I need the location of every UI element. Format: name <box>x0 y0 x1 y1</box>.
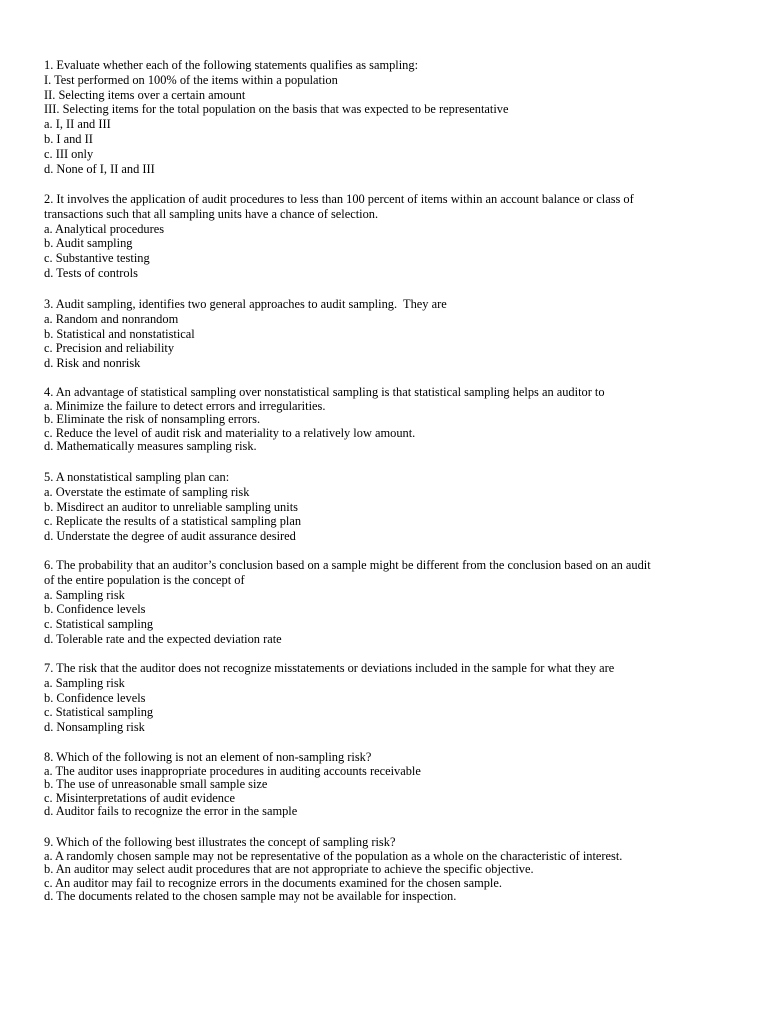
question-stem: 2. It involves the application of audit procedures to less than 100 percent of items within an account balance or class of <box>44 192 634 206</box>
option-b: b. The use of unreasonable small sample size <box>44 777 268 792</box>
option-c: c. Misinterpretations of audit evidence <box>44 790 235 805</box>
option-a: a. Overstate the estimate of sampling risk <box>44 484 250 499</box>
option-d: d. None of I, II and III <box>44 161 155 176</box>
option-b: b. An auditor may select audit procedures that are not appropriate to achieve the specific objective. <box>44 862 534 877</box>
option-b: b. Confidence levels <box>44 690 146 705</box>
option-a: a. I, II and III <box>44 117 111 132</box>
option-d: d. Risk and nonrisk <box>44 356 141 371</box>
option-b: b. I and II <box>44 131 93 146</box>
question-stem: 9. Which of the following best illustrates the concept of sampling risk? <box>44 835 396 849</box>
question-2 <box>44 192 724 281</box>
option-b: b. Eliminate the risk of nonsampling errors. <box>44 412 261 427</box>
option-c: c. Reduce the level of audit risk and materiality to a relatively low amount. <box>44 425 416 440</box>
question-stem: 3. Audit sampling, identifies two general approaches to audit sampling. They are <box>44 297 447 311</box>
option-c: c. III only <box>44 146 94 161</box>
question-5 <box>44 470 724 544</box>
question-stem-continued: transactions such that all sampling units have a chance of selection. <box>44 206 379 221</box>
option-c: c. Statistical sampling <box>44 705 154 720</box>
question-9 <box>44 836 724 904</box>
option-a: a. A randomly chosen sample may not be representative of the population as a whole on the characteristic of interest. <box>44 848 623 863</box>
option-d: d. The documents related to the chosen sample may not be available for inspection. <box>44 889 457 904</box>
option-b: b. Misdirect an auditor to unreliable sampling units <box>44 499 298 514</box>
option-b: b. Audit sampling <box>44 236 133 251</box>
question-1 <box>44 58 724 176</box>
statement-2: II. Selecting items over a certain amount <box>44 87 246 102</box>
option-d: d. Auditor fails to recognize the error in the sample <box>44 804 298 819</box>
question-stem: 1. Evaluate whether each of the following statements qualifies as sampling: <box>44 58 419 72</box>
question-8 <box>44 751 724 819</box>
option-b: b. Statistical and nonstatistical <box>44 326 195 341</box>
statement-3: III. Selecting items for the total population on the basis that was expected to be representative <box>44 102 509 117</box>
option-a: a. Sampling risk <box>44 675 125 690</box>
option-d: d. Nonsampling risk <box>44 720 145 735</box>
statement-1: I. Test performed on 100% of the items within a population <box>44 72 338 87</box>
option-c: c. Replicate the results of a statistical sampling plan <box>44 514 302 529</box>
option-c: c. Substantive testing <box>44 251 150 266</box>
question-stem: 7. The risk that the auditor does not recognize misstatements or deviations included in the sample for what they are <box>44 661 615 675</box>
option-b: b. Confidence levels <box>44 602 146 617</box>
option-d: d. Understate the degree of audit assurance desired <box>44 529 296 544</box>
option-a: a. Random and nonrandom <box>44 311 179 326</box>
question-stem: 8. Which of the following is not an element of non-sampling risk? <box>44 750 372 764</box>
question-3 <box>44 297 724 371</box>
option-c: c. An auditor may fail to recognize errors in the documents examined for the chosen sample. <box>44 875 502 890</box>
option-d: d. Tests of controls <box>44 265 138 280</box>
option-c: c. Precision and reliability <box>44 341 175 356</box>
option-a: a. Minimize the failure to detect errors and irregularities. <box>44 398 326 413</box>
question-6 <box>44 558 724 647</box>
question-stem: 4. An advantage of statistical sampling over nonstatistical sampling is that statistical sampling helps an auditor to <box>44 385 605 399</box>
option-d: d. Mathematically measures sampling risk. <box>44 439 257 454</box>
option-a: a. The auditor uses inappropriate procedures in auditing accounts receivable <box>44 763 421 778</box>
question-stem: 6. The probability that an auditor’s conclusion based on a sample might be different from the conclusion based on an audit <box>44 558 651 572</box>
option-d: d. Tolerable rate and the expected deviation rate <box>44 631 282 646</box>
option-c: c. Statistical sampling <box>44 617 154 632</box>
question-7 <box>44 661 724 735</box>
option-a: a. Sampling risk <box>44 587 125 602</box>
question-4 <box>44 386 724 454</box>
option-a: a. Analytical procedures <box>44 221 165 236</box>
question-stem-continued: of the entire population is the concept of <box>44 572 245 587</box>
question-stem: 5. A nonstatistical sampling plan can: <box>44 470 230 484</box>
